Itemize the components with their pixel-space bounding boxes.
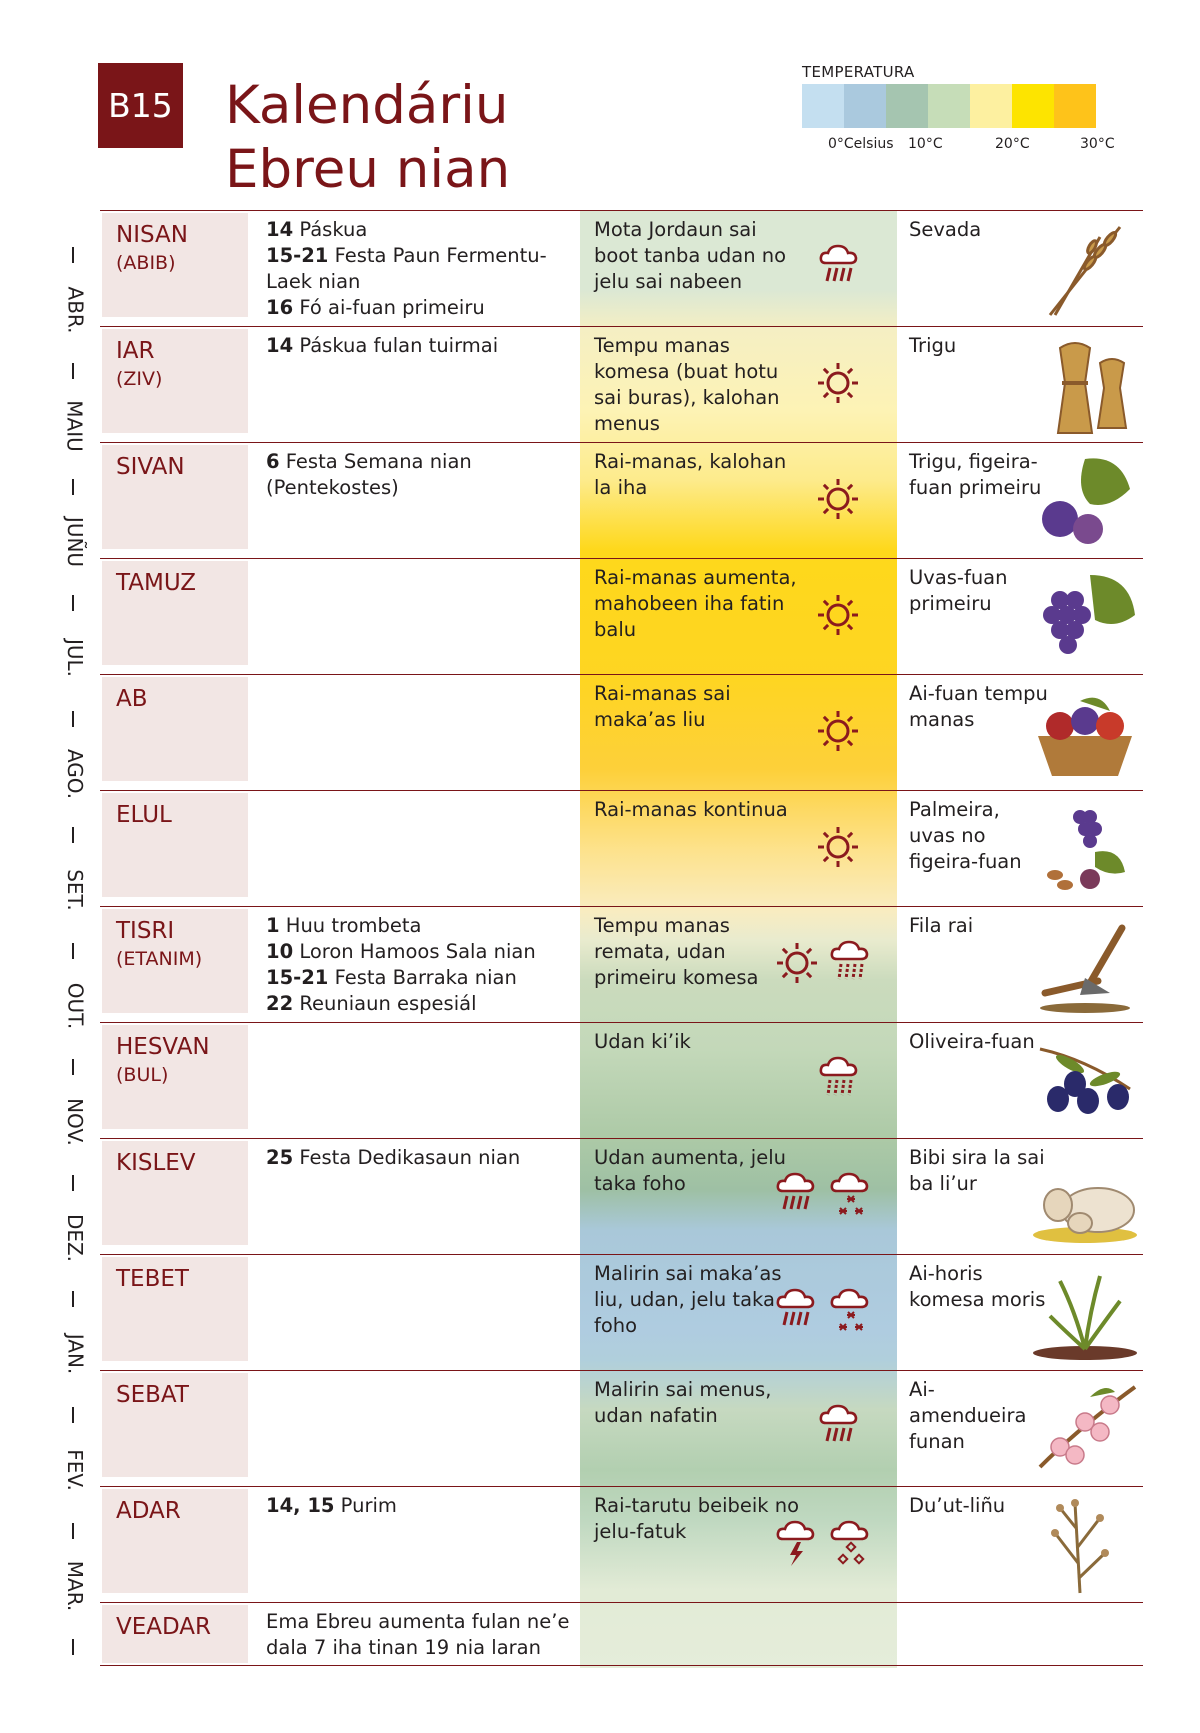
temp-label-10: 10°C bbox=[908, 136, 943, 152]
gregorian-month-label: JUL. bbox=[63, 638, 88, 678]
gregorian-month bbox=[60, 507, 90, 577]
title-line-1: Kalendáriu bbox=[225, 75, 509, 136]
festival-entry bbox=[266, 939, 576, 965]
festival-day: 15-21 bbox=[266, 244, 329, 267]
festivals-cell bbox=[266, 1609, 576, 1661]
temp-label-20: 20°C bbox=[995, 136, 1030, 152]
hebrew-month-name: IAR bbox=[116, 338, 155, 364]
fruit-basket-icon bbox=[1030, 681, 1142, 785]
hebrew-month-name: ADAR bbox=[116, 1498, 181, 1524]
hebrew-month-cell bbox=[102, 445, 248, 549]
wheat-sheaf-icon bbox=[1030, 333, 1142, 437]
festivals-cell bbox=[266, 449, 576, 501]
month-row bbox=[100, 674, 1143, 790]
weather-icons bbox=[800, 457, 900, 547]
festival-day: 14, 15 bbox=[266, 1494, 335, 1517]
month-divider-tick bbox=[72, 363, 74, 379]
weather-icons bbox=[800, 341, 900, 431]
hebrew-month-cell bbox=[102, 677, 248, 781]
festival-day: 14 bbox=[266, 334, 294, 357]
festival-name: Festa Dedikasaun nian bbox=[293, 1146, 521, 1169]
hebrew-month-name: TEBET bbox=[116, 1266, 189, 1292]
snow-cloud-icon bbox=[829, 1169, 873, 1223]
hebrew-month-name: AB bbox=[116, 686, 148, 712]
sun-icon bbox=[816, 709, 860, 757]
month-row bbox=[100, 326, 1143, 442]
month-row bbox=[100, 1370, 1143, 1486]
gregorian-month-label: ABR. bbox=[63, 286, 88, 334]
festival-name: Fó ai-fuan primeiru bbox=[293, 296, 485, 319]
gregorian-month bbox=[60, 971, 90, 1041]
festival-entry bbox=[266, 243, 576, 295]
snow-cloud-icon bbox=[829, 1285, 873, 1339]
temperature-swatch bbox=[886, 84, 928, 128]
month-row bbox=[100, 210, 1143, 326]
hebrew-month-cell bbox=[102, 561, 248, 665]
sheep-icon bbox=[1030, 1145, 1142, 1249]
weather-description: Malirin sai menus, udan nafatin bbox=[594, 1378, 772, 1427]
gregorian-month bbox=[60, 1203, 90, 1273]
temperature-swatch bbox=[1054, 84, 1096, 128]
hebrew-month-name: VEADAR bbox=[116, 1614, 212, 1640]
festival-entry bbox=[266, 965, 576, 991]
temperature-scale bbox=[802, 84, 1096, 128]
temperature-swatch bbox=[970, 84, 1012, 128]
gregorian-month-label: JAN. bbox=[63, 1333, 88, 1375]
month-row bbox=[100, 442, 1143, 558]
festival-day: 25 bbox=[266, 1146, 294, 1169]
festival-name: Páskua bbox=[293, 218, 368, 241]
gregorian-month bbox=[60, 1435, 90, 1505]
festivals-cell bbox=[266, 913, 576, 1017]
weather-description: Rai-manas, kalohan la iha bbox=[594, 450, 787, 499]
crop-description: Ai-amendueira funan bbox=[909, 1378, 1027, 1453]
month-row bbox=[100, 1602, 1143, 1666]
flax-icon bbox=[1030, 1493, 1142, 1597]
hebrew-month-name: TISRI bbox=[116, 918, 175, 944]
crop-description: Sevada bbox=[909, 218, 982, 241]
weather-description: Rai-manas sai maka’as liu bbox=[594, 682, 731, 731]
page-title bbox=[225, 74, 510, 202]
weather-description: Tempu manas komesa (buat hotu sai buras), kalohan menus bbox=[594, 334, 780, 435]
crop-description: Ai-fuan tempu manas bbox=[909, 682, 1048, 731]
weather-description: Rai-manas kontinua bbox=[594, 798, 788, 821]
hail-cloud-icon bbox=[829, 1517, 873, 1571]
festival-name: Huu trombeta bbox=[279, 914, 422, 937]
gregorian-month-axis bbox=[60, 255, 90, 1670]
hebrew-month-alt-name: (ZIV) bbox=[116, 368, 163, 390]
festivals-cell bbox=[266, 1145, 576, 1171]
festival-entry bbox=[266, 1609, 576, 1661]
weather-icons bbox=[775, 1269, 875, 1359]
festival-entry bbox=[266, 991, 576, 1017]
sun-icon bbox=[816, 361, 860, 409]
dates-grapes-figs-icon bbox=[1030, 797, 1142, 901]
gregorian-month bbox=[60, 855, 90, 925]
weather-icons bbox=[775, 1501, 875, 1591]
weather-description: Malirin sai maka’as liu, udan, jelu taka foho bbox=[594, 1262, 782, 1337]
gregorian-month bbox=[60, 1319, 90, 1389]
month-row bbox=[100, 1022, 1143, 1138]
hebrew-month-name: SIVAN bbox=[116, 454, 185, 480]
hebrew-month-cell bbox=[102, 1605, 248, 1663]
hebrew-month-alt-name: (BUL) bbox=[116, 1064, 169, 1086]
month-divider-tick bbox=[72, 479, 74, 495]
month-divider-tick bbox=[72, 711, 74, 727]
rain-cloud-icon bbox=[775, 1285, 819, 1333]
festival-name: Festa Barraka nian bbox=[328, 966, 517, 989]
weather-icons bbox=[800, 805, 900, 895]
festival-day: 1 bbox=[266, 914, 280, 937]
weather-description: Udan aumenta, jelu taka foho bbox=[594, 1146, 787, 1195]
crop-description: Oliveira-fuan bbox=[909, 1030, 1035, 1053]
weather-description: Mota Jordaun sai boot tanba udan no jelu sai nabeen bbox=[594, 218, 787, 293]
festival-entry bbox=[266, 1493, 576, 1519]
section-badge: B15 bbox=[98, 63, 183, 148]
hebrew-month-cell bbox=[102, 1141, 248, 1245]
rain-cloud-icon bbox=[775, 1169, 819, 1217]
month-divider-tick bbox=[72, 943, 74, 959]
sun-icon bbox=[816, 825, 860, 873]
temp-label-30: 30°C bbox=[1080, 136, 1115, 152]
weather-icons bbox=[800, 573, 900, 663]
hebrew-month-cell bbox=[102, 1257, 248, 1361]
festival-day: 6 bbox=[266, 450, 280, 473]
month-divider-tick bbox=[72, 1639, 74, 1655]
sun-icon bbox=[775, 941, 819, 989]
festival-name: Loron Hamoos Sala nian bbox=[293, 940, 536, 963]
festival-name: Purim bbox=[334, 1494, 397, 1517]
hebrew-month-cell bbox=[102, 329, 248, 433]
hebrew-month-cell bbox=[102, 1373, 248, 1477]
weather-description: Rai-manas aumenta, mahobeen iha fatin balu bbox=[594, 566, 797, 641]
gregorian-month-label: OUT. bbox=[63, 982, 87, 1030]
hebrew-month-cell bbox=[102, 1025, 248, 1129]
festival-name: Páskua fulan tuirmai bbox=[293, 334, 499, 357]
weather-icons bbox=[800, 1385, 900, 1475]
weather-icons bbox=[775, 921, 875, 1011]
fig-icon bbox=[1030, 449, 1142, 553]
gregorian-month bbox=[60, 391, 90, 461]
weather-description: Rai-tarutu beibeik no jelu-fatuk bbox=[594, 1494, 800, 1543]
festival-name: Ema Ebreu aumenta fulan ne’e dala 7 iha tinan 19 nia laran bbox=[266, 1610, 570, 1659]
festivals-cell bbox=[266, 1493, 576, 1519]
hebrew-month-cell bbox=[102, 909, 248, 1013]
temperature-swatch bbox=[844, 84, 886, 128]
month-divider-tick bbox=[72, 827, 74, 843]
crop-description: Bibi sira la sai ba li’ur bbox=[909, 1146, 1045, 1195]
calendar-table bbox=[100, 210, 1143, 1668]
festival-name: Festa Paun Fermentu-Laek nian bbox=[266, 244, 547, 293]
hebrew-month-name: NISAN bbox=[116, 222, 188, 248]
rain-cloud-icon bbox=[818, 1401, 862, 1449]
crop-description: Fila rai bbox=[909, 914, 974, 937]
hebrew-month-name: KISLEV bbox=[116, 1150, 196, 1176]
month-divider-tick bbox=[72, 1059, 74, 1075]
drizzle-cloud-icon bbox=[829, 937, 873, 985]
drizzle-cloud-icon bbox=[818, 1053, 862, 1101]
hebrew-month-name: HESVAN bbox=[116, 1034, 210, 1060]
festival-day: 22 bbox=[266, 992, 294, 1015]
weather-icons bbox=[800, 1037, 900, 1127]
rain-cloud-icon bbox=[818, 241, 862, 289]
festival-entry bbox=[266, 1145, 576, 1171]
festival-name: Festa Semana nian (Pentekostes) bbox=[266, 450, 472, 499]
month-row bbox=[100, 790, 1143, 906]
festival-entry bbox=[266, 217, 576, 243]
gregorian-month-label: AGO. bbox=[63, 748, 87, 800]
weather-icons bbox=[800, 225, 900, 315]
temperature-swatch bbox=[1012, 84, 1054, 128]
crop-description: Palmeira, uvas no figeira-fuan bbox=[909, 798, 1022, 873]
gregorian-month bbox=[60, 739, 90, 809]
month-row bbox=[100, 1486, 1143, 1602]
temp-label-0: 0°Celsius bbox=[828, 136, 894, 152]
festival-day: 15-21 bbox=[266, 966, 329, 989]
crop-description: Uvas-fuan primeiru bbox=[909, 566, 1008, 615]
weather-description: Udan ki’ik bbox=[594, 1030, 691, 1053]
sun-icon bbox=[816, 477, 860, 525]
gregorian-month bbox=[60, 623, 90, 693]
festival-entry bbox=[266, 295, 576, 321]
month-divider-tick bbox=[72, 1523, 74, 1539]
month-divider-tick bbox=[72, 247, 74, 263]
hebrew-month-cell bbox=[102, 1489, 248, 1593]
festival-name: Reuniaun espesiál bbox=[293, 992, 477, 1015]
month-row bbox=[100, 906, 1143, 1022]
temperature-legend-title: TEMPERATURA bbox=[802, 63, 915, 81]
crop-description: Du’ut-liñu bbox=[909, 1494, 1006, 1517]
hebrew-month-alt-name: (ABIB) bbox=[116, 252, 176, 274]
temperature-swatch bbox=[928, 84, 970, 128]
month-divider-tick bbox=[72, 1291, 74, 1307]
hebrew-month-name: ELUL bbox=[116, 802, 172, 828]
month-row bbox=[100, 1254, 1143, 1370]
sprouting-plant-icon bbox=[1030, 1261, 1142, 1365]
plow-icon bbox=[1030, 913, 1142, 1017]
temperature-legend bbox=[800, 60, 1130, 160]
almond-blossom-icon bbox=[1030, 1377, 1142, 1481]
festival-entry bbox=[266, 449, 576, 501]
crop-description: Trigu bbox=[909, 334, 957, 357]
sun-icon bbox=[816, 593, 860, 641]
month-row bbox=[100, 1138, 1143, 1254]
festival-entry bbox=[266, 913, 576, 939]
hebrew-month-name: SEBAT bbox=[116, 1382, 189, 1408]
hebrew-month-name: TAMUZ bbox=[116, 570, 197, 596]
festival-day: 16 bbox=[266, 296, 294, 319]
gregorian-month bbox=[60, 1087, 90, 1157]
month-divider-tick bbox=[72, 595, 74, 611]
crop-description: Trigu, figeira-fuan primeiru bbox=[909, 450, 1042, 499]
month-row bbox=[100, 558, 1143, 674]
festivals-cell bbox=[266, 217, 576, 321]
festival-day: 14 bbox=[266, 218, 294, 241]
gregorian-month-label: DEZ. bbox=[63, 1213, 88, 1263]
gregorian-month bbox=[60, 1551, 90, 1621]
festival-entry bbox=[266, 333, 576, 359]
olives-icon bbox=[1030, 1029, 1142, 1133]
gregorian-month-label: MAIU bbox=[63, 400, 88, 452]
gregorian-month-label: NOV. bbox=[63, 1098, 87, 1146]
weather-icons bbox=[800, 689, 900, 779]
title-line-2: Ebreu nian bbox=[225, 139, 511, 200]
weather-icons bbox=[775, 1153, 875, 1243]
hebrew-month-cell bbox=[102, 213, 248, 317]
weather-description: Tempu manas remata, udan primeiru komesa bbox=[594, 914, 759, 989]
month-divider-tick bbox=[72, 1175, 74, 1191]
gregorian-month-label: JUÑU bbox=[63, 516, 88, 568]
festival-day: 10 bbox=[266, 940, 294, 963]
hebrew-month-alt-name: (ETANIM) bbox=[116, 948, 203, 970]
festivals-cell bbox=[266, 333, 576, 359]
month-divider-tick bbox=[72, 1407, 74, 1423]
gregorian-month bbox=[60, 275, 90, 345]
gregorian-month-label: FEV. bbox=[63, 1449, 88, 1491]
thunder-cloud-icon bbox=[775, 1517, 819, 1571]
barley-icon bbox=[1030, 217, 1142, 321]
crop-description: Ai-horis komesa moris bbox=[909, 1262, 1046, 1311]
hebrew-month-cell bbox=[102, 793, 248, 897]
gregorian-month-label: SET. bbox=[63, 869, 88, 911]
grapes-icon bbox=[1030, 565, 1142, 669]
gregorian-month-label: MAR. bbox=[63, 1560, 88, 1612]
temperature-swatch bbox=[802, 84, 844, 128]
